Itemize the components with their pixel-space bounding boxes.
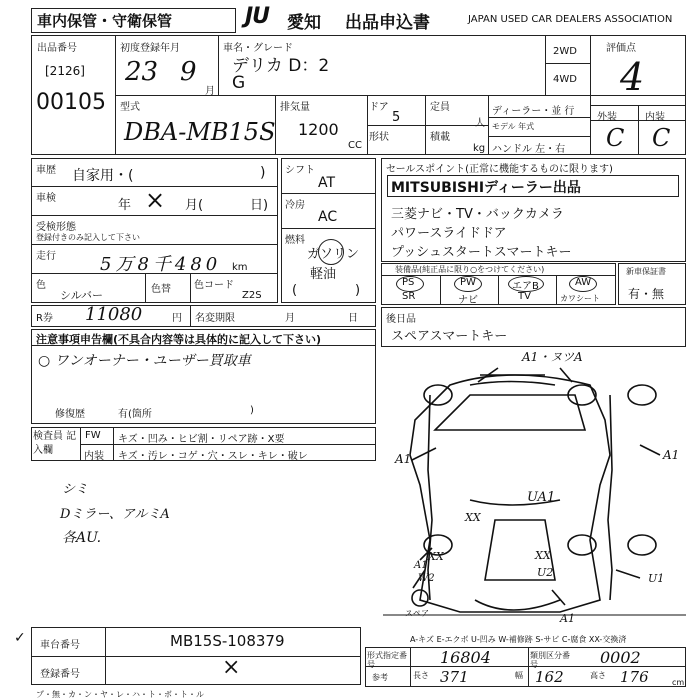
diagram-mark-10: W2	[418, 573, 435, 584]
frame-value: MB15S-108379	[170, 632, 285, 650]
drive-4wd: 4WD	[553, 74, 577, 85]
color-change-label: 色替	[151, 284, 171, 295]
storage-label: 車内保管・守衛保管	[37, 12, 173, 30]
inspector-fw: FW	[85, 430, 101, 441]
shape-label: 形状	[369, 132, 389, 143]
diagram-mark-3: UA1	[527, 490, 556, 505]
equip-ps: PS	[402, 277, 415, 288]
equip-aw: AW	[575, 277, 592, 288]
class-code-value: 0002	[600, 648, 641, 667]
name-change-day: 日	[348, 313, 358, 324]
diagram-mark-0: A1・ヌツA	[522, 350, 583, 364]
displacement-value: 1200	[298, 120, 339, 139]
notes-label: 注意事項申告欄(不具合内容等は具体的に記入して下さい)	[36, 333, 322, 346]
diagram-mark-7: U2	[537, 566, 554, 579]
equip-tv: TV	[518, 291, 531, 302]
org-name: 愛知	[287, 13, 321, 33]
selling-item-2: パワースライドドア	[391, 226, 507, 241]
color-code-label: 色コード	[194, 280, 234, 291]
capacity-label: 定員	[430, 102, 450, 113]
check-mark: ✓	[14, 630, 26, 646]
color-code: Z2S	[242, 290, 262, 301]
warranty-value: 有・無	[628, 287, 665, 301]
fuel-paren: (	[292, 283, 298, 298]
doors-value: 5	[392, 110, 401, 125]
selling-label: セールスポイント(正常に機能するものに限ります)	[386, 164, 613, 175]
inspector-fw-items: キズ・凹み・ヒビ割・リペア跡・X要	[118, 434, 285, 445]
car-grade: G	[232, 73, 246, 93]
displacement-unit: CC	[348, 140, 362, 151]
lot-number: 00105	[36, 90, 106, 115]
score-label: 評価点	[606, 43, 636, 54]
equip-pw: PW	[460, 277, 476, 288]
dealer-handle: ハンドル 左・右	[492, 144, 566, 155]
score-value: 4	[620, 55, 645, 99]
diagram-mark-8: A1	[560, 612, 575, 625]
recycle-label: R券	[36, 313, 53, 324]
displacement-label: 排気量	[280, 102, 310, 113]
form-code-value: 16804	[440, 648, 491, 667]
dims-height: 176	[620, 668, 649, 686]
score-int-label: 内装	[645, 112, 665, 123]
recycle-value: 11080	[85, 304, 143, 325]
reg-no-label: 登録番号	[40, 669, 80, 680]
frame-label: 車台番号	[40, 640, 80, 651]
warranty-label: 新車保証書	[626, 267, 666, 276]
name-change-month: 月	[285, 313, 295, 324]
capacity-unit: 人	[475, 118, 485, 129]
form-title: 出品申込書	[345, 13, 430, 33]
ac-label: 冷房	[285, 200, 305, 211]
equipment-label: 装備品(純正品に限り○をつけてください)	[395, 265, 545, 274]
selling-item-3: プッシュスタートスマートキー	[391, 245, 572, 260]
shift-value: AT	[318, 175, 336, 191]
equip-leather: カワシート	[560, 294, 600, 303]
bottom-strip: プ・無・カ・ン・ヤ・レ・ハ・ト・ボ・ト・ル	[36, 690, 204, 699]
inspector-int-items: キズ・汚レ・コゲ・穴・スレ・キレ・破レ	[118, 451, 308, 462]
repair-label: 修復歴	[55, 409, 85, 420]
first-reg-month-unit: 月	[205, 86, 215, 97]
history-label: 車歴	[36, 165, 56, 176]
reception-label: 受検形態	[36, 222, 76, 233]
diagram-mark-2: A1	[663, 448, 680, 462]
selling-item-0: MITSUBISHIディーラー出品	[391, 180, 581, 196]
fuel-option-diesel: 軽油	[310, 267, 337, 282]
name-change-label: 名変期限	[195, 313, 235, 324]
doors-label: ドア	[369, 102, 389, 113]
handwritten-note-0: シミ	[62, 482, 89, 497]
score-int-value: C	[652, 124, 671, 152]
handwritten-note-2: 各AU.	[62, 530, 102, 546]
equip-airbag: エアB	[512, 281, 539, 292]
dealer-label: ディーラー・並 行	[492, 106, 575, 117]
inspection-day: 日)	[250, 198, 269, 213]
handwritten-note-1: Dミラー、アルミA	[60, 507, 170, 522]
dims-width: 162	[535, 668, 564, 686]
notes-text: ○ ワンオーナー・ユーザー買取車	[38, 353, 251, 369]
reception-note: 登録付きのみ記入して下さい	[36, 233, 140, 242]
back-label: 後日品	[386, 314, 416, 325]
first-reg-label: 初度登録年月	[120, 43, 180, 54]
dims-ref: 参考	[372, 673, 388, 682]
mileage-label: 走行	[36, 251, 56, 262]
score-ext-value: C	[606, 124, 625, 152]
lot-label: 出品番号	[37, 43, 77, 54]
drive-2wd: 2WD	[553, 46, 577, 57]
first-reg-month: 9	[180, 57, 197, 87]
lot-sub: [2126]	[45, 64, 85, 78]
inspection-label: 車検	[36, 193, 56, 204]
history-value: 自家用・(	[72, 168, 134, 184]
equip-sr: SR	[402, 291, 416, 302]
equip-navi: ナビ	[458, 295, 478, 306]
shift-label: シフト	[285, 165, 315, 176]
diagram-mark-4: XX	[465, 511, 481, 524]
diagram-mark-5: XX	[535, 549, 551, 562]
model-label: 型式	[120, 102, 140, 113]
first-reg-year: 23	[125, 57, 159, 87]
dims-unit: cm	[672, 678, 685, 687]
history-close: )	[260, 165, 266, 181]
dims-height-label: 高さ	[590, 671, 606, 680]
load-label: 積載	[430, 132, 450, 143]
selling-item-1: 三菱ナビ・TV・バックカメラ	[391, 207, 564, 222]
mileage-value: 5万8千480	[100, 254, 222, 275]
score-ext-label: 外装	[597, 112, 617, 123]
reg-no-value: ×	[222, 655, 241, 680]
dims-length-label: 長さ	[413, 671, 429, 680]
fuel-label: 燃料	[285, 235, 305, 246]
diagram-mark-11: U1	[648, 572, 665, 585]
recycle-unit: 円	[172, 313, 182, 324]
repair-close: )	[250, 405, 254, 416]
color-value: シルバー	[60, 289, 103, 302]
diagram-mark-1: A1	[395, 452, 412, 466]
load-unit: kg	[473, 143, 486, 154]
model-value: DBA-MB15S	[124, 118, 276, 146]
dealer-model-year: モデル 年式	[492, 122, 535, 131]
diagram-mark-spare: スペア	[405, 609, 429, 618]
form-code-label: 形式指定番号	[367, 651, 407, 669]
diagram-mark-9: A1	[414, 560, 428, 571]
inspector-label: 検査員 記入欄	[33, 431, 77, 456]
inspector-int: 内装	[84, 451, 104, 462]
fuel-option-gas: ガソリン	[307, 247, 360, 262]
damage-legend: A-キズ E-エクボ U-凹み W-補修跡 S-サビ C-腐食 XX-交換済	[410, 635, 627, 644]
ju-logo: JU	[245, 4, 270, 29]
color-label: 色	[36, 280, 46, 291]
back-value: スペアスマートキー	[391, 329, 508, 344]
dims-width-label: 幅	[515, 671, 523, 680]
car-name: デリカ D：2	[232, 56, 330, 76]
fuel-paren-close: )	[355, 283, 361, 298]
inspection-value: ×	[145, 186, 166, 214]
repair-value: 有(箇所	[118, 409, 152, 420]
mileage-unit: km	[232, 262, 248, 273]
dims-length: 371	[440, 668, 469, 686]
car-name-label: 車名・グレード	[223, 43, 293, 54]
class-code-label: 類別区分番号	[530, 651, 570, 669]
diagram-mark-6: XX	[428, 550, 444, 563]
inspection-year: 年	[118, 198, 132, 213]
association-name: JAPAN USED CAR DEALERS ASSOCIATION	[468, 14, 673, 25]
inspection-month: 月(	[185, 198, 204, 213]
ac-value: AC	[318, 209, 338, 225]
